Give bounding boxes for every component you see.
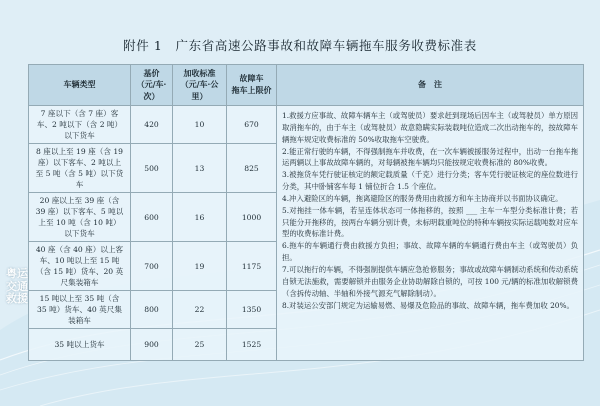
- extra-rate-cell: 25: [173, 329, 227, 361]
- note-item: 1.救援方应事故、故障车辆车主（或驾驶员）要求赶到现场后因车主（或驾驶员）单方原因取消拖车的，由于车主（或驾驶员）故意隐瞒实际装载吨位造成二次出动拖车的，按故障车辆拖车规定收费标准的 50%收取拖车空驶费。: [282, 111, 578, 144]
- note-item: 7.可以拖行的车辆，不得强制提供车辆应急抢修服务；事故或故障车辆制动系统和传动系统自锁无法施救，需要解锁并由服务企业协助解除自锁的，可按 100 元/辆的标准加收解锁费（含拆传动轴、半轴和外接气源充气解除制动）。: [282, 264, 578, 298]
- header-price-cap: 故障车 拖车上限价: [227, 65, 277, 106]
- note-item: 8.对装运公安部门规定为运输易燃、易爆及危险品的事故、故障车辆，拖车费加收 20%。: [282, 300, 574, 310]
- extra-rate-cell: 19: [173, 242, 227, 291]
- note-item: 3.被拖货车凭行驶证核定的额定载质量（千克）进行分类；客车凭行驶证核定的座位数进行分类，其中卧铺客车每 1 铺位折合 1.5 个座位。: [282, 170, 578, 192]
- price-cap-cell: 1000: [227, 193, 277, 242]
- vehicle-type-cell: 8 座以上至 19 座（含 19 座）以下客车、2 吨以上至 5 吨（含 5 吨）以下货车: [29, 144, 131, 193]
- vehicle-type-cell: 40 座（含 40 座）以上客车、10 吨以上至 15 吨（含 15 吨）货车、20 英尺集装箱车: [29, 242, 131, 291]
- notes-cell: [277, 106, 584, 361]
- base-price-cell: 800: [131, 291, 173, 329]
- vehicle-type-cell: 15 吨以上至 35 吨（含 35 吨）货车、40 英尺集装箱车: [29, 291, 131, 329]
- watermark-logo: 粤运交通救援: [6, 267, 28, 306]
- base-price-cell: 600: [131, 193, 173, 242]
- vehicle-type-cell: 7 座以下（含 7 座）客车、2 吨以下（含 2 吨）以下货车: [29, 106, 131, 144]
- table-row: [29, 106, 584, 144]
- extra-rate-cell: 16: [173, 193, 227, 242]
- note-item: 4.冲入避险区的车辆，拖离避险区的服务费用由救援方和车主协商并以书面协议确定。: [282, 193, 563, 203]
- base-price-cell: 700: [131, 242, 173, 291]
- header-notes: 备 注: [277, 65, 584, 106]
- extra-rate-cell: 13: [173, 144, 227, 193]
- price-cap-cell: 1350: [227, 291, 277, 329]
- vehicle-type-cell: 35 吨以上货车: [29, 329, 131, 361]
- header-base-price: 基价 （元/车·次）: [131, 65, 173, 106]
- page-title: 附件 1 广东省高速公路事故和故障车辆拖车服务收费标准表: [123, 38, 477, 53]
- fee-table: [28, 64, 584, 361]
- note-item: 6.拖车的车辆通行费由救援方负担；事故、故障车辆的车辆通行费由车主（或驾驶员）负担。: [282, 241, 578, 263]
- extra-rate-cell: 22: [173, 291, 227, 329]
- price-cap-cell: 1525: [227, 329, 277, 361]
- price-cap-cell: 670: [227, 106, 277, 144]
- fee-table-container: [28, 64, 583, 361]
- base-price-cell: 500: [131, 144, 173, 193]
- base-price-cell: 420: [131, 106, 173, 144]
- extra-rate-cell: 10: [173, 106, 227, 144]
- price-cap-cell: 825: [227, 144, 277, 193]
- header-extra-rate: 加收标准 （元/车·公里）: [173, 65, 227, 106]
- price-cap-cell: 1175: [227, 242, 277, 291]
- note-item: 2.能正常行驶的车辆，不得强制拖车并收费，在一次车辆被援服务过程中，出动一台拖车拖运两辆以上事故故障车辆的，对每辆被拖车辆均只能按规定收费标准的 80%收费。: [282, 146, 578, 168]
- header-vehicle-type: 车辆类型: [29, 65, 131, 106]
- base-price-cell: 900: [131, 329, 173, 361]
- note-item: 5.对拖挂一体车辆，若呈连体状态可一体拖移的，按照 ___ 主车一车型分类标准计费；若只能分开拖移的，按两台车辆分别计费，未标明载重吨位的特种车辆按实际运载吨数对应车型的收费标准计费。: [282, 205, 578, 239]
- vehicle-type-cell: 20 座以上至 39 座（含 39 座）以下客车、5 吨以上至 10 吨（含 10 吨）以下货车: [29, 193, 131, 242]
